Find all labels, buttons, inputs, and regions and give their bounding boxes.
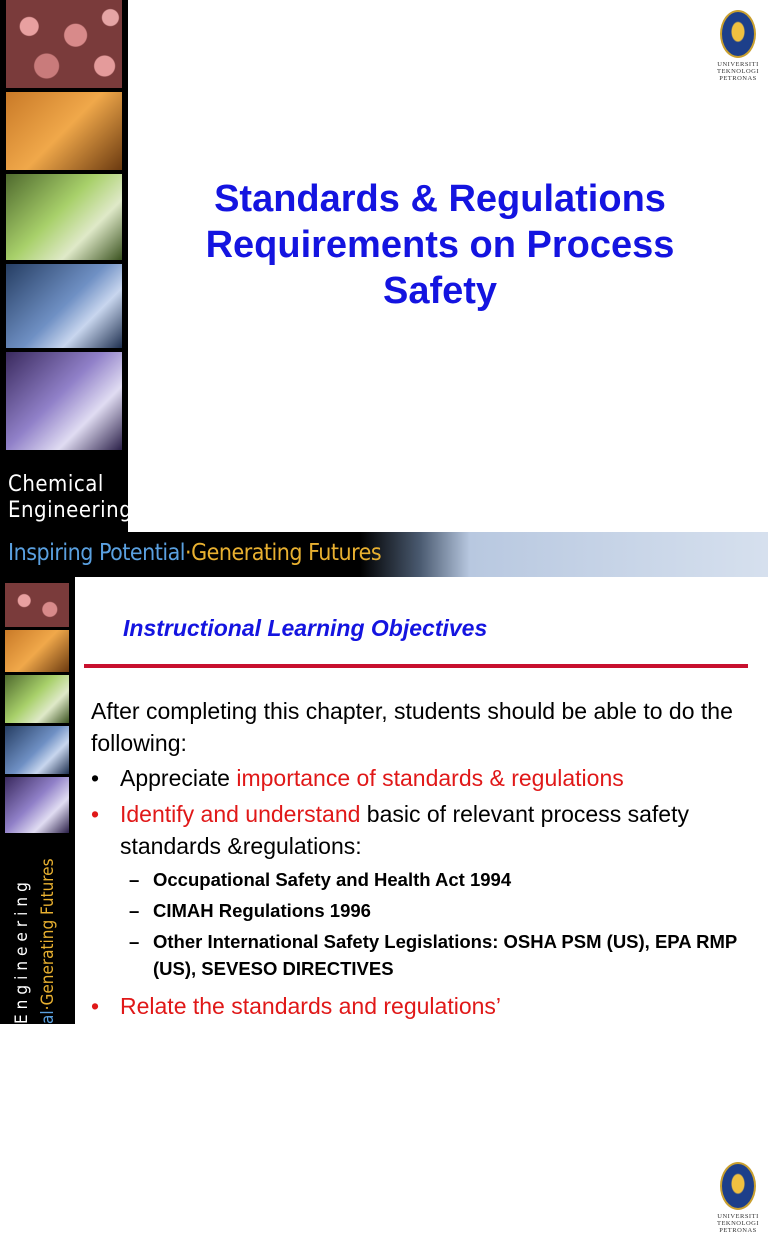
vertical-tagline-part2: Generating Futures xyxy=(38,858,58,1006)
logo-line: TEKNOLOGI xyxy=(716,68,760,75)
title-line: Requirements on Process xyxy=(205,224,675,266)
bullet-dot: • xyxy=(91,801,100,827)
bullet-item xyxy=(91,762,761,794)
sub-bullet-dash: – xyxy=(129,900,140,921)
logo-text xyxy=(712,1213,764,1234)
sub-bullet-item xyxy=(91,866,761,893)
logo-line: PETRONAS xyxy=(719,75,757,82)
slide-title xyxy=(0,0,768,577)
photo-sidebar xyxy=(0,577,75,1024)
tagline-part1: Inspiring Potential xyxy=(8,540,186,566)
tagline-part2: Generating Futures xyxy=(191,540,382,566)
pilot-plant-photo xyxy=(5,726,69,774)
title-line: Standards & Regulations xyxy=(214,178,666,220)
title-line: Safety xyxy=(382,270,498,312)
sub-bullet-dash: – xyxy=(129,869,140,890)
logo-text xyxy=(712,61,764,82)
slide-title-text xyxy=(150,176,730,314)
slide-objectives xyxy=(0,577,768,1234)
vertical-department: Engineering xyxy=(12,877,32,1024)
bullet-highlight: Relate the standards and regulations’ xyxy=(120,993,502,1019)
lab-worker-photo xyxy=(5,675,69,723)
sub-bullet-text: Occupational Safety and Health Act 1994 xyxy=(153,869,512,890)
bullet-dot: • xyxy=(91,993,100,1019)
tagline-separator: · xyxy=(185,540,192,566)
sub-bullet-text: CIMAH Regulations 1996 xyxy=(153,900,371,921)
lab-glassware-photo xyxy=(6,92,122,170)
lab-computer-photo xyxy=(6,352,122,450)
sub-bullet-item xyxy=(91,928,761,982)
bullet-item xyxy=(91,798,761,862)
objectives-body xyxy=(91,695,761,1026)
department-line: Chemical xyxy=(8,472,104,497)
sub-bullet-text: Other International Safety Legislations: OSHA PSM (US), EPA RMP (US), SEVESO DIRECTIVES xyxy=(153,931,737,979)
lab-glassware-photo xyxy=(5,630,69,672)
intro-text: After completing this chapter, students should be able to do the following: xyxy=(91,698,733,756)
department-line: Engineering xyxy=(8,498,133,523)
photo-sidebar xyxy=(0,0,133,532)
department-name xyxy=(8,472,132,524)
logo-line: PETRONAS xyxy=(719,1227,757,1234)
bullet-dot: • xyxy=(91,765,100,791)
logo-line: TEKNOLOGI xyxy=(716,1220,760,1227)
bullet-highlight: importance of standards & regulations xyxy=(236,765,624,791)
sub-bullet-dash: – xyxy=(129,931,140,952)
utp-logo xyxy=(712,10,764,82)
objectives-heading: Instructional Learning Objectives xyxy=(123,615,488,641)
lab-computer-photo xyxy=(5,777,69,833)
heading-divider xyxy=(84,664,748,668)
bullet-highlight: Identify and understand xyxy=(120,801,361,827)
logo-line: UNIVERSITI xyxy=(717,61,759,68)
utp-logo xyxy=(712,1162,764,1234)
vertical-tagline-separator: · xyxy=(38,1005,58,1011)
utp-emblem-icon xyxy=(720,10,756,58)
bullet-plain: basic of relevant process safety standards &regulations: xyxy=(120,801,689,859)
lab-worker-photo xyxy=(6,174,122,260)
logo-line: UNIVERSITI xyxy=(717,1213,759,1220)
cells-photo xyxy=(5,583,69,627)
tagline xyxy=(8,537,381,569)
vertical-tagline-part1: al xyxy=(38,1010,58,1024)
cells-photo xyxy=(6,0,122,88)
utp-emblem-icon xyxy=(720,1162,756,1210)
sub-bullet-item xyxy=(91,897,761,924)
bullet-item xyxy=(91,990,761,1022)
pilot-plant-photo xyxy=(6,264,122,348)
bullet-plain: Appreciate xyxy=(120,765,237,791)
vertical-tagline xyxy=(38,858,58,1024)
